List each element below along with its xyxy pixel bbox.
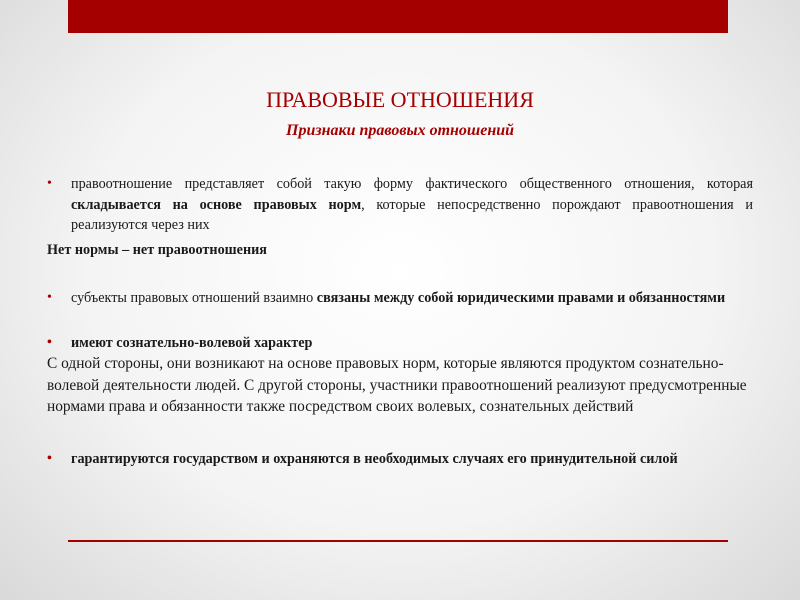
- bullet-4-text: гарантируются государством и охраняются в необходимых случаях его принудительной силой: [71, 450, 678, 467]
- bullet-3-text: имеют сознательно-волевой характер: [71, 334, 313, 351]
- bullet-icon: •: [47, 450, 52, 466]
- bullet-1-bold: складывается на основе правовых норм: [71, 196, 362, 213]
- bullet-icon: •: [47, 290, 52, 305]
- bullet-item-2: [47, 288, 753, 309]
- bullet-2-bold: связаны между собой юридическими правами и обязанностями: [316, 290, 726, 306]
- bullet-1-text: правоотношение представляет собой такую форму фактического общественного отношения, которая: [71, 176, 753, 192]
- slide-title: ПРАВОВЫЕ ОТНОШЕНИЯ: [266, 87, 534, 112]
- bottom-divider: [68, 540, 728, 542]
- principle-text: Нет нормы – нет правоотношения: [47, 241, 267, 258]
- top-accent-bar: [68, 0, 728, 33]
- bullet-1-text-end: , которые непосредственно порождают правоотношения и реализуются через них: [71, 196, 753, 233]
- slide-subtitle: Признаки правовых отношений: [286, 122, 514, 139]
- bullet-item-1: [47, 174, 753, 236]
- bullet-item-3: [47, 333, 753, 354]
- bullet-icon: •: [47, 334, 52, 350]
- slide-content: [47, 174, 753, 469]
- bullet-2-text: субъекты правовых отношений взаимно: [71, 290, 317, 306]
- explanation-paragraph: С одной стороны, они возникают на основе правовых норм, которые являются продуктом сознательно-волевой деятельности людей. С другой стороны, участники правоотношений реализуют предусмотренные нормами права и обязанности также посредством своих волевых, сознательных действий: [47, 355, 747, 415]
- bullet-icon: •: [47, 176, 52, 191]
- bullet-item-4: [47, 449, 753, 470]
